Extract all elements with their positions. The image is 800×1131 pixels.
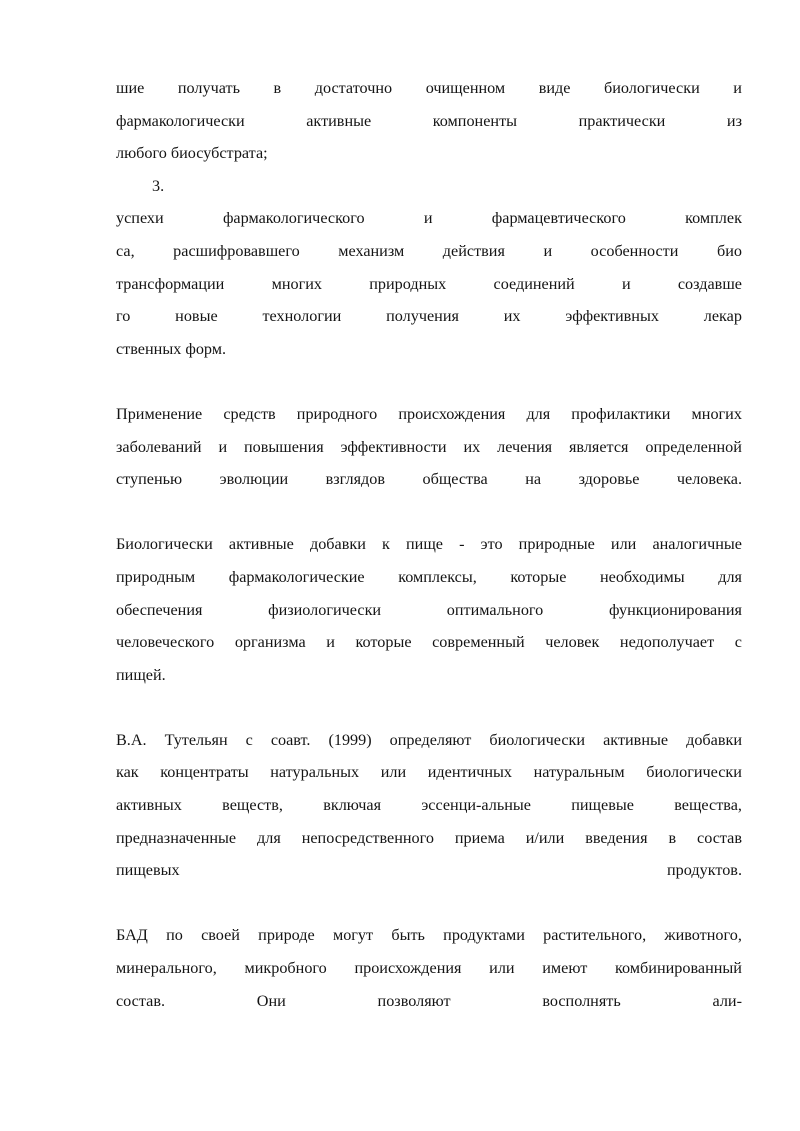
word: происхождения bbox=[354, 959, 462, 978]
word: или bbox=[489, 959, 515, 978]
word: Биологически bbox=[116, 535, 213, 554]
word: состав bbox=[697, 828, 742, 847]
word: активные bbox=[228, 535, 294, 554]
word: фармакологически bbox=[116, 111, 245, 130]
word: Они bbox=[256, 991, 286, 1010]
document-page bbox=[116, 72, 742, 1017]
word: трансформации bbox=[116, 274, 225, 293]
text-line bbox=[116, 300, 742, 333]
word: В.А. bbox=[116, 730, 147, 749]
word: соединений bbox=[493, 274, 575, 293]
word: и bbox=[621, 274, 631, 293]
word: - bbox=[459, 535, 465, 554]
word: природным bbox=[116, 567, 196, 586]
word: для bbox=[526, 404, 551, 423]
word: биологически bbox=[604, 79, 700, 97]
text-line bbox=[116, 463, 742, 496]
word: человек bbox=[545, 633, 600, 652]
word: введения bbox=[585, 828, 648, 847]
word: или bbox=[380, 763, 407, 782]
word: природных bbox=[369, 274, 447, 293]
word: технологии bbox=[262, 307, 342, 326]
word: биологически bbox=[646, 763, 742, 782]
word: как bbox=[116, 763, 139, 782]
word: БАД bbox=[116, 926, 148, 945]
word: непосредственного bbox=[301, 828, 434, 847]
word: пищевых bbox=[116, 861, 180, 880]
paragraph-spacer bbox=[116, 365, 742, 398]
paragraph bbox=[116, 528, 742, 691]
word: могут bbox=[332, 926, 374, 945]
paragraph bbox=[116, 72, 742, 170]
text-line bbox=[116, 822, 742, 855]
word: идентичных bbox=[427, 763, 513, 782]
word: получения bbox=[386, 307, 459, 326]
word: предназначенные bbox=[116, 828, 237, 847]
paragraph bbox=[116, 398, 742, 496]
text-line bbox=[116, 561, 742, 594]
text-line bbox=[116, 626, 742, 659]
word: общества bbox=[422, 470, 488, 489]
word: определяют bbox=[389, 730, 472, 749]
word: это bbox=[480, 535, 503, 554]
word: веществ, bbox=[222, 796, 283, 815]
word: са, bbox=[116, 241, 135, 260]
word: активные bbox=[603, 730, 669, 749]
text-line: любого биосубстрата; bbox=[116, 144, 268, 163]
word: является bbox=[568, 437, 629, 456]
paragraph bbox=[116, 724, 742, 887]
word: лечения bbox=[497, 437, 553, 456]
word: с bbox=[245, 730, 253, 749]
word: животного, bbox=[664, 926, 742, 945]
word: натуральным bbox=[533, 763, 625, 782]
list-item-number: 3. bbox=[152, 176, 165, 195]
word: их bbox=[463, 437, 481, 456]
text-line bbox=[116, 952, 742, 985]
word: виде bbox=[538, 79, 571, 97]
word: действия bbox=[442, 241, 505, 260]
word: природные bbox=[518, 535, 595, 554]
word: организма bbox=[234, 633, 306, 652]
word: вещества, bbox=[674, 796, 742, 815]
text-line bbox=[116, 756, 742, 789]
word: их bbox=[503, 307, 521, 326]
word: быть bbox=[391, 926, 425, 945]
word: фармакологического bbox=[222, 209, 365, 228]
text-line bbox=[116, 105, 742, 138]
word: новые bbox=[175, 307, 218, 326]
word: обеспечения bbox=[116, 600, 203, 619]
word: пищевые bbox=[571, 796, 634, 815]
word: позволяют bbox=[377, 991, 451, 1010]
word: многих bbox=[271, 274, 322, 293]
word: имеют bbox=[542, 959, 588, 978]
word: создавше bbox=[677, 274, 742, 293]
word: эволюции bbox=[219, 470, 289, 489]
word: восполнять bbox=[542, 991, 621, 1010]
word: и bbox=[423, 209, 433, 228]
word: успехи bbox=[116, 209, 164, 228]
word: лекар bbox=[703, 307, 742, 326]
word: к bbox=[382, 535, 390, 554]
word: из bbox=[726, 111, 742, 130]
word: современный bbox=[432, 633, 525, 652]
word: физиологически bbox=[268, 600, 382, 619]
word: или bbox=[610, 535, 637, 554]
word: на bbox=[525, 470, 542, 489]
text-line bbox=[116, 528, 742, 561]
word: особенности bbox=[590, 241, 679, 260]
word: достаточно bbox=[314, 79, 393, 97]
word: али- bbox=[712, 991, 742, 1010]
word: человека. bbox=[676, 470, 742, 489]
word: взглядов bbox=[325, 470, 385, 489]
word: включая bbox=[323, 796, 382, 815]
text-line bbox=[116, 202, 742, 235]
word: добавки bbox=[686, 730, 742, 749]
text-line bbox=[116, 854, 742, 887]
word: состав. bbox=[116, 991, 166, 1010]
word: микробного bbox=[244, 959, 327, 978]
word: растительного, bbox=[543, 926, 647, 945]
text-line bbox=[116, 594, 742, 627]
word: соавт. bbox=[270, 730, 311, 749]
word: своей bbox=[201, 926, 240, 945]
word: повышения bbox=[243, 437, 324, 456]
word: минерального, bbox=[116, 959, 217, 978]
word: добавки bbox=[309, 535, 366, 554]
word: природного bbox=[296, 404, 378, 423]
word: человеческого bbox=[116, 633, 215, 652]
word: активные bbox=[306, 111, 372, 130]
paragraph-spacer bbox=[116, 887, 742, 920]
word: биологически bbox=[489, 730, 586, 749]
word: многих bbox=[691, 404, 742, 423]
text-line bbox=[116, 268, 742, 301]
word: фармацевтического bbox=[491, 209, 626, 228]
list-item bbox=[116, 170, 742, 366]
word: продуктов. bbox=[666, 861, 742, 880]
word: комбинированный bbox=[614, 959, 742, 978]
word: компоненты bbox=[432, 111, 518, 130]
word: оптимального bbox=[446, 600, 544, 619]
word: шие bbox=[116, 79, 145, 97]
text-line bbox=[116, 919, 742, 952]
paragraph-spacer bbox=[116, 496, 742, 529]
word: заболеваний bbox=[116, 437, 202, 456]
text-line bbox=[116, 235, 742, 268]
word: ступенью bbox=[116, 470, 183, 489]
word: природе bbox=[258, 926, 315, 945]
word: механизм bbox=[338, 241, 405, 260]
text-line: пищей. bbox=[116, 665, 166, 684]
word: для bbox=[257, 828, 281, 847]
word: активных bbox=[116, 796, 182, 815]
word: эффективности bbox=[340, 437, 447, 456]
word: комплек bbox=[685, 209, 742, 228]
word: по bbox=[166, 926, 183, 945]
text-line bbox=[116, 789, 742, 822]
word: эссенци-альные bbox=[421, 796, 531, 815]
word: и bbox=[733, 79, 742, 97]
word: био bbox=[716, 241, 742, 260]
word: которые bbox=[510, 567, 567, 586]
word: пище bbox=[406, 535, 443, 554]
word: здоровье bbox=[578, 470, 640, 489]
word: недополучает bbox=[619, 633, 715, 652]
paragraph-spacer bbox=[116, 691, 742, 724]
word: комплексы, bbox=[398, 567, 477, 586]
word: продуктами bbox=[443, 926, 525, 945]
text-line bbox=[116, 724, 742, 757]
word: практически bbox=[578, 111, 666, 130]
word: происхождения bbox=[398, 404, 506, 423]
word: определенной bbox=[645, 437, 742, 456]
text-line: ственных форм. bbox=[116, 339, 227, 358]
word: в bbox=[273, 79, 282, 97]
word: го bbox=[116, 307, 131, 326]
word: профилактики bbox=[571, 404, 671, 423]
word: которые bbox=[355, 633, 412, 652]
text-line bbox=[116, 985, 742, 1018]
word: концентраты bbox=[160, 763, 249, 782]
word: и bbox=[543, 241, 553, 260]
word: натуральных bbox=[270, 763, 360, 782]
word: аналогичные bbox=[652, 535, 742, 554]
word: эффективных bbox=[565, 307, 659, 326]
word: получать bbox=[177, 79, 240, 97]
word: (1999) bbox=[328, 730, 372, 749]
word: и/или bbox=[525, 828, 565, 847]
word: необходимы bbox=[599, 567, 685, 586]
word: очищенном bbox=[425, 79, 506, 97]
text-line bbox=[116, 431, 742, 464]
word: средств bbox=[223, 404, 276, 423]
text-line bbox=[116, 398, 742, 431]
word: фармакологические bbox=[228, 567, 365, 586]
word: с bbox=[734, 633, 742, 652]
text-line bbox=[116, 72, 742, 105]
word: функционирования bbox=[608, 600, 742, 619]
word: и bbox=[218, 437, 228, 456]
word: Применение bbox=[116, 404, 203, 423]
word: Тутельян bbox=[164, 730, 228, 749]
word: для bbox=[718, 567, 742, 586]
word: приема bbox=[454, 828, 505, 847]
word: в bbox=[668, 828, 677, 847]
word: и bbox=[326, 633, 335, 652]
paragraph bbox=[116, 919, 742, 1017]
word: расшифровавшего bbox=[173, 241, 300, 260]
